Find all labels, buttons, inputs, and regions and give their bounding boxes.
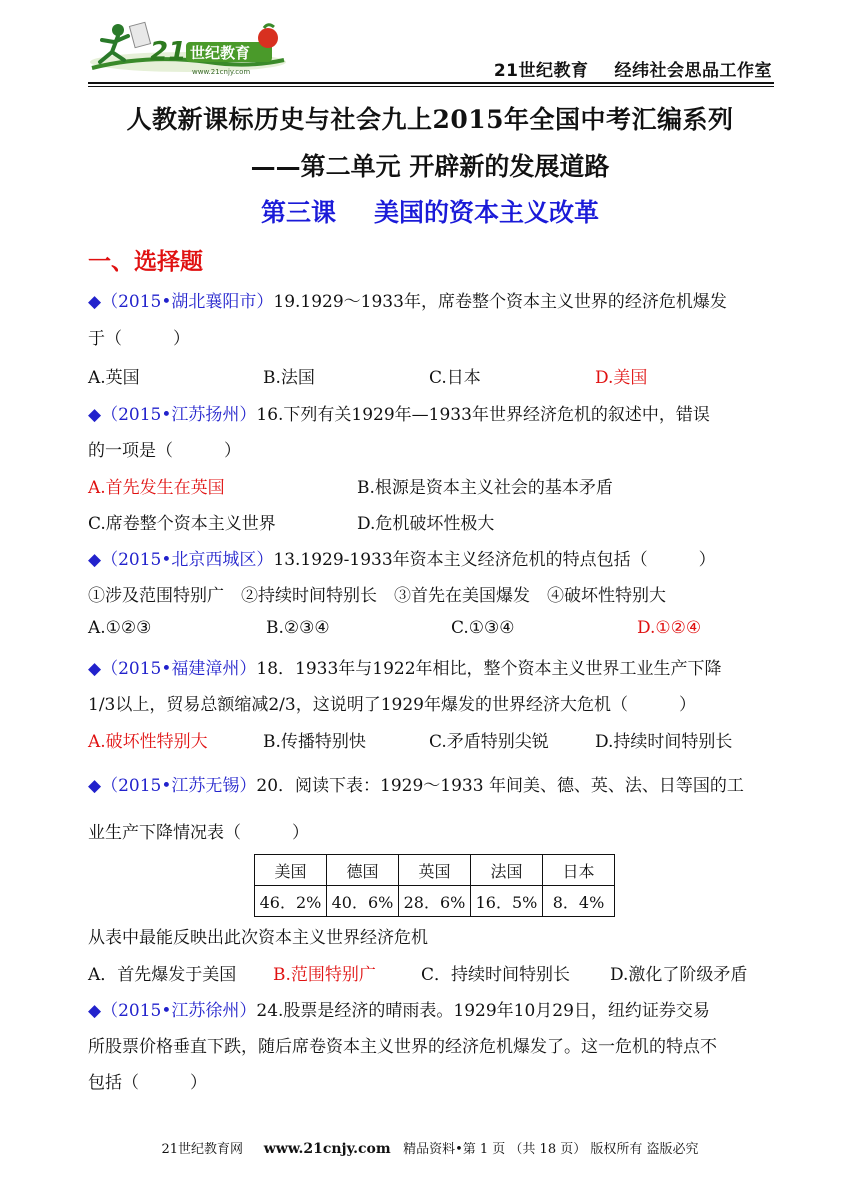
lesson-title [0,193,860,229]
table-header-cell: 美国 [255,855,327,886]
q3-line1 [88,545,716,570]
document-title: 人教新课标历史与社会九上2015年全国中考汇编系列 [126,105,734,134]
q1-line1 [88,287,727,312]
table-value-cell: 16．5% [471,886,543,917]
q6-text3: 包括（ ） [88,1073,207,1093]
svg-text:世纪教育: 世纪教育 [190,44,251,62]
q2-option-a-answer: A.首先发生在英国 [88,478,225,498]
table-value-cell: 40．6% [327,886,399,917]
q5-line1 [88,771,744,796]
q5-text3: 从表中最能反映出此次资本主义世界经济危机 [88,928,428,948]
table-header-row [255,855,615,886]
q3-option-d-answer: D.①②④ [637,618,702,638]
footer-page-info: 精品资料•第 1 页 （共 18 页） 版权所有 盗版必究 [403,1142,699,1157]
unit-title: ——第二单元 开辟新的发展道路 [250,152,610,181]
q6-text2: 所股票价格垂直下跌，随后席卷资本主义世界的经济危机爆发了。这一危机的特点不 [88,1037,717,1057]
q2-line1 [88,400,710,425]
q1-option-d-answer: D.美国 [595,368,648,388]
table-value-cell: 46．2% [255,886,327,917]
lesson-number: 第三课 [260,198,336,227]
section-heading: 一、选择题 [88,249,203,275]
q3-text1: 13.1929-1933年资本主义经济危机的特点包括（ ） [273,550,716,570]
q6-text1: 24.股票是经济的晴雨表。1929年10月29日，纽约证券交易 [256,1001,710,1021]
q5-text1: 20．阅读下表：1929～1933 年间美、德、英、法、日等国的工 [256,776,744,796]
table-header-cell: 法国 [471,855,543,886]
production-decline-table [254,854,615,917]
q4-option-a-answer: A.破坏性特别大 [88,732,208,752]
q1-text1: 19.1929～1933年，席卷整个资本主义世界的经济危机爆发 [273,292,727,312]
q1-source: ◆（2015•湖北襄阳市） [88,292,274,312]
header-studio: 经纬社会思品工作室 [614,61,772,81]
21cnjy-logo [88,18,288,80]
q3-source: ◆（2015•北京西城区） [88,550,274,570]
q2-option-b: B.根源是资本主义社会的基本矛盾 [357,478,613,498]
svg-text:21: 21 [150,37,187,67]
q4-line1 [88,654,722,679]
table-header-cell: 日本 [543,855,615,886]
lesson-topic: 美国的资本主义改革 [374,198,600,227]
q5-option-d: D.激化了阶级矛盾 [610,965,748,985]
q1-option-b: B.法国 [263,368,315,388]
q3-option-b: B.②③④ [266,618,330,638]
q4-option-c: C.矛盾特别尖锐 [429,732,549,752]
table-value-cell: 8．4% [543,886,615,917]
table-value-row [255,886,615,917]
q4-text1: 18．1933年与1922年相比，整个资本主义世界工业生产下降 [256,659,722,679]
header-org: 21世纪教育 [493,61,589,81]
q1-option-c: C.日本 [429,368,481,388]
page-header [88,18,774,84]
q2-source: ◆（2015•江苏扬州） [88,405,257,425]
q1-option-a: A.英国 [88,368,140,388]
q5-source: ◆（2015•江苏无锡） [88,776,257,796]
q2-option-d: D.危机破坏性极大 [357,514,495,534]
q3-option-a: A.①②③ [88,618,152,638]
q5-option-b-answer: B.范围特别广 [273,965,376,985]
q3-text2: ①涉及范围特别广 ②持续时间特别长 ③首先在美国爆发 ④破坏性特别大 [88,586,666,606]
table-header-cell: 英国 [399,855,471,886]
q4-source: ◆（2015•福建漳州） [88,659,257,679]
table-header-cell: 德国 [327,855,399,886]
table-value-cell: 28．6% [399,886,471,917]
q5-text2: 业生产下降情况表（ ） [88,823,309,843]
q3-option-c: C.①③④ [451,618,515,638]
footer-site: 21世纪教育网 [161,1142,244,1157]
footer-url[interactable]: www.21cnjy.com [263,1141,391,1157]
svg-text:www.21cnjy.com: www.21cnjy.com [192,68,251,76]
header-rule-thin [88,86,774,87]
page-footer [0,1138,860,1157]
q2-text2: 的一项是（ ） [88,441,241,461]
q2-text1: 16.下列有关1929年—1933年世界经济危机的叙述中，错误 [256,405,710,425]
q6-source: ◆（2015•江苏徐州） [88,1001,257,1021]
q5-option-a: A．首先爆发于美国 [88,965,237,985]
header-right-text [494,56,772,81]
q4-option-d: D.持续时间特别长 [595,732,733,752]
q6-line1 [88,996,710,1021]
q4-option-b: B.传播特别快 [263,732,366,752]
header-rule-thick [88,82,774,84]
q2-option-c: C.席卷整个资本主义世界 [88,514,276,534]
q1-text2: 于（ ） [88,329,190,349]
q4-text2: 1/3以上，贸易总额缩减2/3，这说明了1929年爆发的世界经济大危机（ ） [88,695,696,715]
q5-option-c: C．持续时间特别长 [421,965,571,985]
